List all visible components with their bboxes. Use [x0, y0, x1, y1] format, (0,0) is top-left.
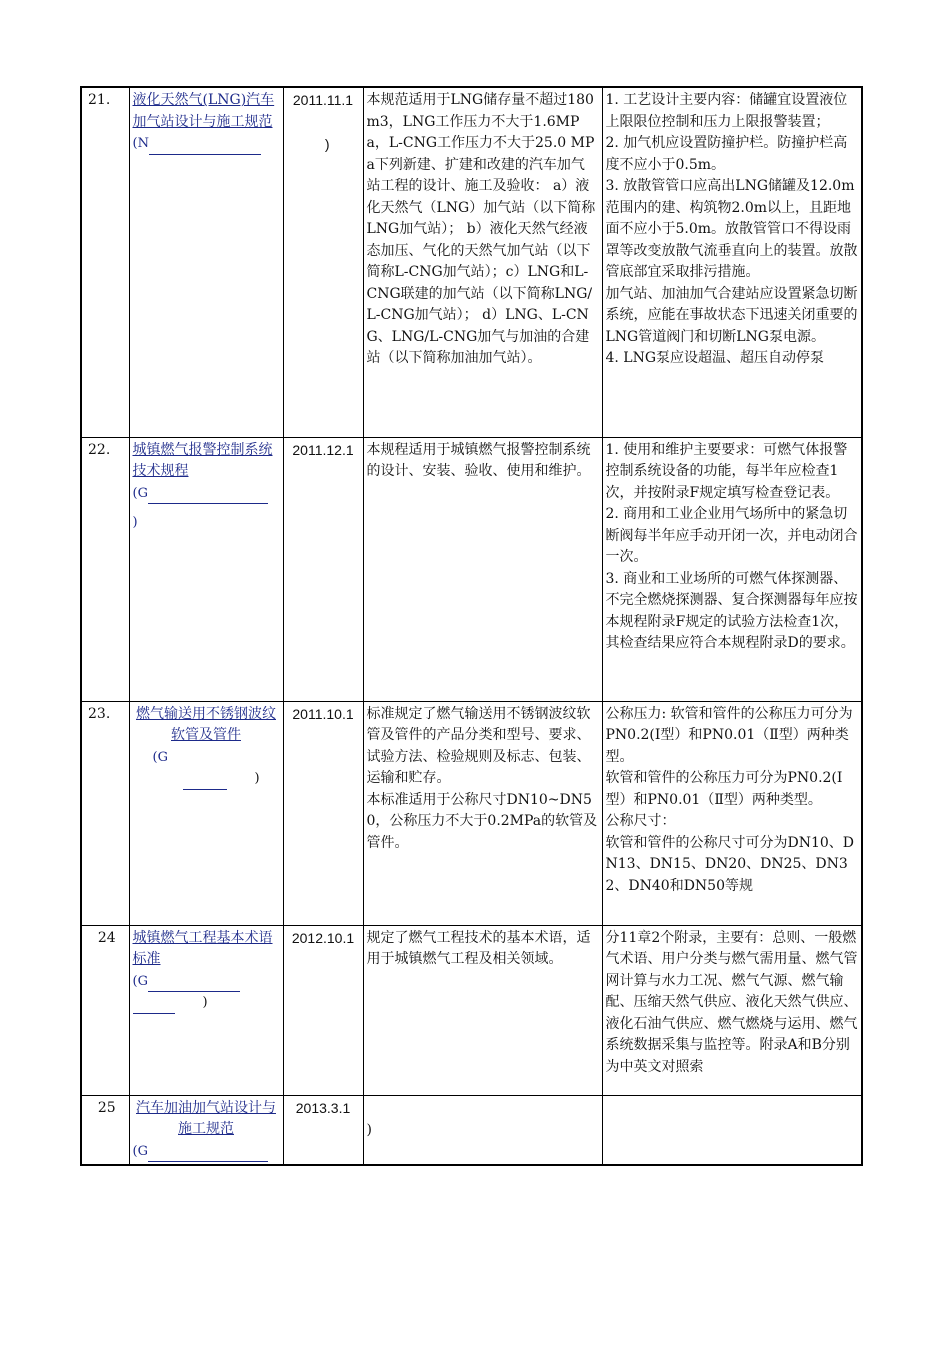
effective-date: 2012.10.1 [283, 925, 363, 1095]
requirement-item: 软管和管件的公称压力可分为PN0.2(Ⅰ型）和PN0.01（Ⅱ型）两种类型。 [605, 770, 843, 808]
effective-date: 2013.3.1 [283, 1095, 363, 1165]
table-row [81, 925, 862, 1095]
standard-name-cell [129, 1095, 283, 1165]
standard-name-cell [129, 87, 283, 437]
standard-code: (G ) [133, 483, 280, 526]
code-closing-paren: ) [366, 1121, 372, 1138]
table-row [81, 701, 862, 925]
requirement-item: 分11章2个附录，主要有：总则、一般燃气术语、用户分类与燃气需用量、燃气管网计算与水力工况、燃气气源、燃气输配、压缩天然气供应、液化天然气供应、液化石油气供应、燃气燃烧与运用、燃气系统数据采集与监控等。附录A和B分别为中英文对照索 [605, 929, 858, 1075]
scope-text: 本规范适用于LNG储存量不超过180m3，LNG工作压力不大于1.6MPa，L-CNG工作压力不大于25.0 MPa下列新建、扩建和改建的汽车加气站工程的设计、施工及验收： a）液化天然气（LNG）加气站（以下简称LNG加气站）； b）液化天然气经液态加压、气化的天然气加气站（以下简称L-CNG加气站）；c）LNG和L-CNG联建的加气站（以下简称LNG/L-CNG加气站）； d）LNG、L-CNG、LNG/L-CNG加气与加油的合建站（以下简称加油加气站）。 [363, 87, 602, 437]
requirements-cell [602, 1095, 862, 1165]
scope-text: 标准规定了燃气输送用不锈钢波纹软管及管件的产品分类和型号、要求、试验方法、检验规则及标志、包装、运输和贮存。 本标准适用于公称尺寸DN10~DN50，公称压力不大于0.2MPa的软管及管件。 [363, 701, 602, 925]
standard-code: (N [133, 133, 280, 155]
row-number: 21. [81, 87, 129, 437]
standard-name-link[interactable]: 燃气输送用不锈钢波纹软管及管件 [136, 705, 276, 743]
effective-date: 2011.11.1 ) [283, 87, 363, 437]
row-number: 25 [81, 1095, 129, 1165]
table-row [81, 87, 862, 437]
requirement-item: 公称压力: 软管和管件的公称压力可分为PN0.2(Ⅰ型）和PN0.01（Ⅱ型）两种类型。 [605, 705, 853, 765]
standard-code: (G ) [133, 971, 280, 1014]
requirement-item: 4. LNG泵应设超温、超压自动停泵 [605, 350, 825, 366]
scope-text: 规定了燃气工程技术的基本术语，适用于城镇燃气工程及相关领域。 [363, 925, 602, 1095]
requirements-cell [602, 437, 862, 701]
row-number: 22. [81, 437, 129, 701]
effective-date: 2011.10.1 [283, 701, 363, 925]
requirement-item: 1. 工艺设计主要内容：储罐宜设置液位上限限位控制和压力上限报警装置； [605, 92, 848, 130]
row-number: 23. [81, 701, 129, 925]
standard-code: (G [133, 1141, 280, 1163]
scope-text [363, 1095, 602, 1165]
effective-date: 2011.12.1 [283, 437, 363, 701]
standard-name-link[interactable]: 液化天然气(LNG)汽车加气站设计与施工规范 [132, 92, 275, 130]
standard-name-cell [129, 437, 283, 701]
standard-name-link[interactable]: 城镇燃气报警控制系统技术规程 [132, 441, 273, 479]
requirements-cell [602, 87, 862, 437]
requirement-item: 1. 使用和维护主要要求：可燃气体报警控制系统设备的功能，每半年应检查1次，并按附录F规定填写检查登记表。 [605, 441, 848, 501]
requirement-item: 3. 商业和工业场所的可燃气体探测器、不完全燃烧探测器、复合探测器每年应按本规程附录F规定的试验方法检查1次，其检查结果应符合本规程附录D的要求。 [605, 570, 858, 651]
requirements-cell [602, 701, 862, 925]
table-row [81, 1095, 862, 1165]
standard-code: (G ) [133, 747, 280, 790]
standard-name-link[interactable]: 汽车加油加气站设计与施工规范 [136, 1099, 276, 1137]
requirement-item: 加气站、加油加气合建站应设置紧急切断系统，应能在事故状态下迅速关闭重要的LNG管道阀门和切断LNG泵电源。 [605, 285, 858, 345]
requirements-cell [602, 925, 862, 1095]
requirement-item: 3. 放散管管口应高出LNG储罐及12.0m范围内的建、构筑物2.0m以上，且距地面不应小于5.0m。放散管管口不得设雨罩等改变放散气流垂直向上的装置。放散管底部宜采取排污措施。 [605, 178, 858, 280]
row-number: 24 [81, 925, 129, 1095]
requirement-item: 2. 加气机应设置防撞护栏。防撞护栏高度不应小于0.5m。 [605, 135, 848, 173]
table-row [81, 437, 862, 701]
standard-name-link[interactable]: 城镇燃气工程基本术语标准 [132, 929, 273, 967]
requirement-item: 2. 商用和工业企业用气场所中的紧急切断阀每半年应手动开闭一次，并电动闭合一次。 [605, 506, 858, 565]
standards-table [80, 86, 863, 1166]
requirement-item: 公称尺寸： [605, 813, 676, 829]
standard-name-cell [129, 925, 283, 1095]
standard-name-cell [129, 701, 283, 925]
scope-text: 本规程适用于城镇燃气报警控制系统的设计、安装、验收、使用和维护。 [363, 437, 602, 701]
requirement-item: 软管和管件的公称尺寸可分为DN10、DN13、DN15、DN20、DN25、DN32、DN40和DN50等规 [605, 834, 855, 894]
